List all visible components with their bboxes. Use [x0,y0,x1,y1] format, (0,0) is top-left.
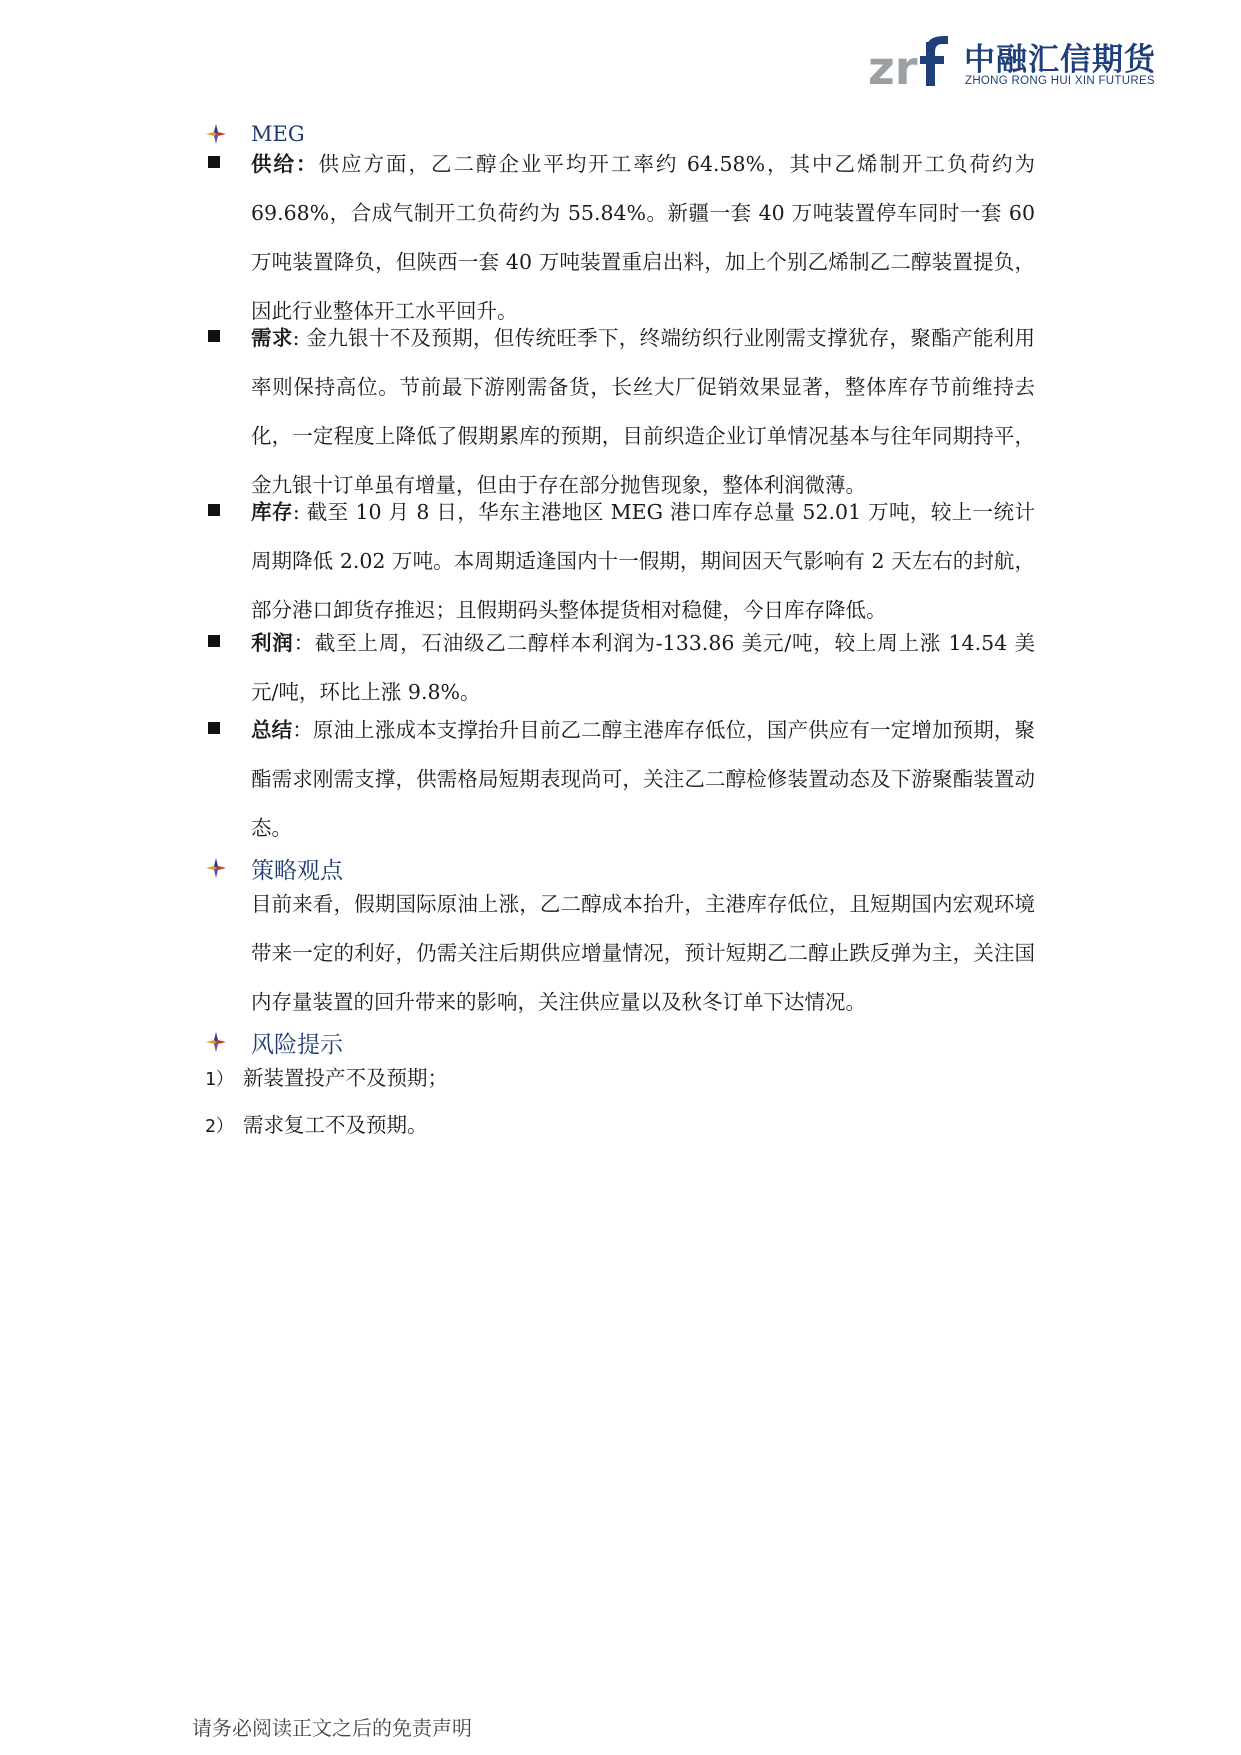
section-title: MEG [251,122,305,146]
bullet-paragraph [251,706,1035,853]
risk-number: 1） [205,1069,234,1090]
section-title: 策略观点 [251,857,343,884]
diamond-bullet-icon [205,857,227,879]
risk-item [205,1101,428,1151]
bullet-paragraph [251,140,1035,336]
risk-text: 需求复工不及预期。 [243,1113,428,1137]
risk-number: 2） [205,1116,234,1137]
bullet-paragraph [251,314,1035,510]
square-bullet-icon [208,504,220,516]
bullet-inventory [205,488,1035,628]
strategy-paragraph: 目前来看，假期国际原油上涨，乙二醇成本抬升，主港库存低位，且短期国内宏观环境带来一定的利好，仍需关注后期供应增量情况，预计短期乙二醇止跌反弹为主，关注国内存量装置的回升带来的影响，关注供应量以及秋冬订单下达情况。 [251,892,1035,1014]
bullet-label: 库存 [251,500,293,524]
bullet-label: 利润 [251,631,294,655]
bullet-supply [205,140,1035,323]
risk-text: 新装置投产不及预期； [243,1066,448,1090]
bullet-text: : 金九银十不及预期，但传统旺季下，终端纺织行业刚需支撑犹存，聚酯产能利用率则保持高位。节前最下游刚需备货，长丝大厂促销效果显著，整体库存节前维持去化，一定程度上降低了假期累库的预期，目前织造企业订单情况基本与往年同期持平，金九银十订单虽有增量，但由于存在部分抛售现象，整体利润微薄。 [251,326,1036,497]
logo-name-en: ZHONG RONG HUI XIN FUTURES [965,75,1155,87]
disclaimer-footer: 请务必阅读正文之后的免责声明 [192,1716,472,1740]
bullet-paragraph [251,619,1035,717]
square-bullet-icon [208,330,220,342]
bullet-text: : 截至 10 月 8 日，华东主港地区 MEG 港口库存总量 52.01 万吨，较上一统计周期降低 2.02 万吨。本周期适逢国内十一假期，期间因天气影响有 2 天左右的封航，部分港口卸货存推迟；且假期码头整体提货相对稳健，今日库存降低。 [251,500,1036,622]
bullet-text: ：原油上涨成本支撑抬升目前乙二醇主港库存低位，国产供应有一定增加预期，聚酯需求刚需支撑，供需格局短期表现尚可，关注乙二醇检修装置动态及下游聚酯装置动态。 [251,718,1036,840]
diamond-bullet-icon [205,1031,227,1053]
bullet-demand [205,314,1036,497]
bullet-paragraph [251,488,1035,635]
bullet-text: 供应方面，乙二醇企业平均开工率约 64.58%，其中乙烯制开工负荷约为 69.68%，合成气制开工负荷约为 55.84%。新疆一套 40 万吨装置停车同时一套 60 万吨装置降负，但陕西一套 40 万吨装置重启出料，加上个别乙烯制乙二醇装置提负，因此行业整体开工水平回升。 [251,152,1035,323]
zrf-logo-mark [868,32,958,92]
company-logo [868,26,1168,94]
risk-item [205,1054,448,1104]
svg-text:zr: zr [868,41,918,92]
section-title: 风险提示 [251,1031,343,1058]
bullet-summary [205,706,1035,846]
bullet-label: 供给： [251,152,319,176]
square-bullet-icon [208,635,220,647]
bullet-label: 总结 [251,718,293,742]
bullet-label: 需求 [251,326,293,350]
bullet-text: ：截至上周，石油级乙二醇样本利润为-133.86 美元/吨，较上周上涨 14.54 美元/吨，环比上涨 9.8%。 [251,631,1035,704]
bullet-profit [205,619,1035,714]
logo-name-cn: 中融汇信期货 [964,42,1156,78]
square-bullet-icon [208,722,220,734]
square-bullet-icon [208,156,220,168]
